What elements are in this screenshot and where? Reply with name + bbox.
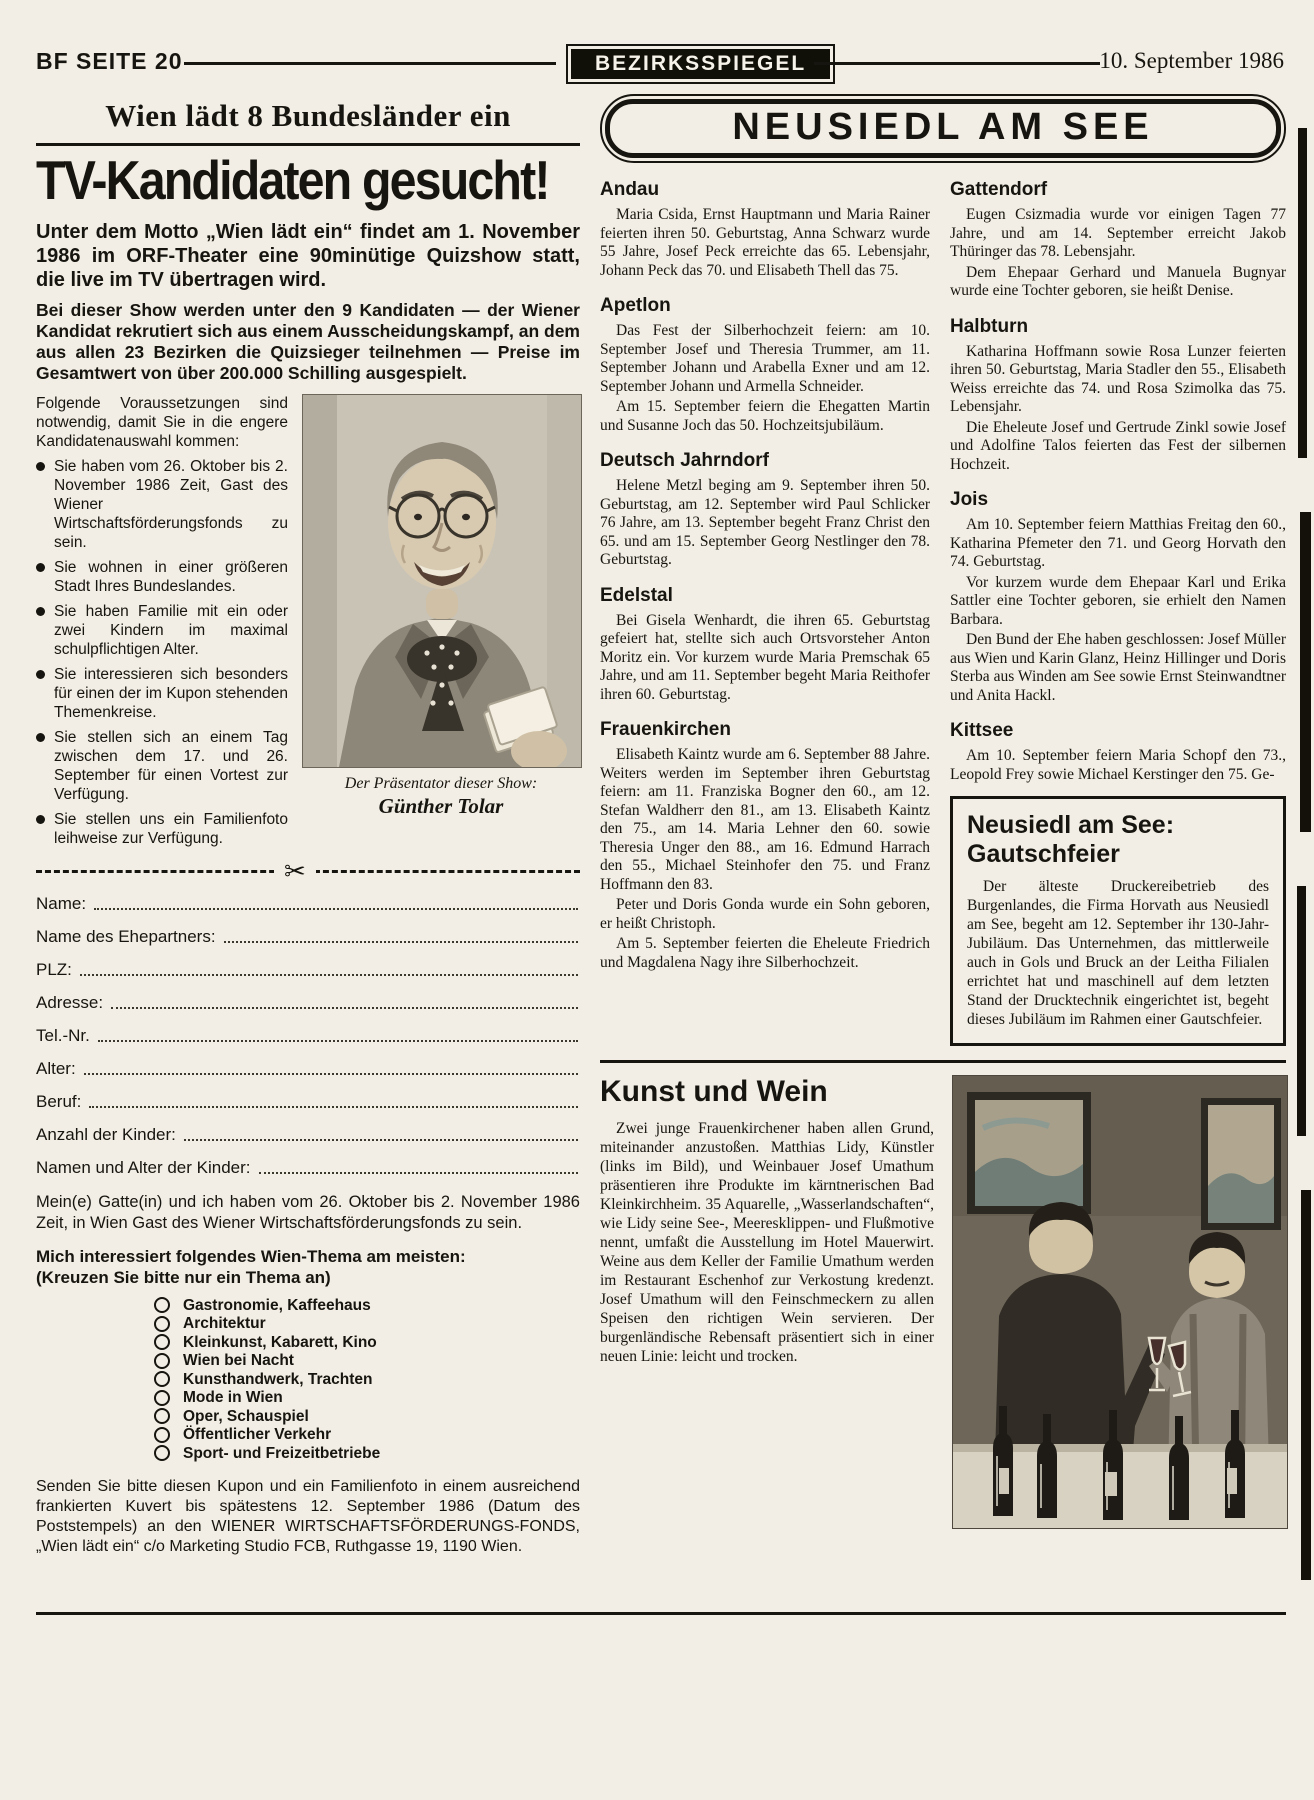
scan-edge-artifact [1297, 886, 1306, 1136]
theme-label: Oper, Schauspiel [183, 1407, 309, 1425]
news-column-2 [950, 175, 1286, 1046]
coupon-field-row [36, 980, 580, 1013]
radio-circle-icon [154, 1408, 170, 1424]
photo-caption-intro: Der Präsentator dieser Show: [344, 775, 538, 792]
photo-caption [302, 774, 580, 818]
coupon-field-blank [84, 1072, 578, 1075]
coupon-field-blank [94, 907, 578, 910]
theme-option [154, 1352, 580, 1371]
news-town-heading: Andau [600, 179, 660, 200]
theme-label: Architektur [183, 1315, 266, 1333]
bottom-rule [36, 1612, 1286, 1615]
coupon-send-instructions: Senden Sie bitte diesen Kupon und ein Familienfoto in einem ausreichend frankierten Kuvert bis spätestens 12. September 1986 (Datum des Poststempels) an den WIENER WIRTSCHAFTSFÖRDERUNGS-FONDS, „Wien lädt ein“ c/o Marketing Studio FCB, Ruthgasse 19, 1190 Wien. [36, 1477, 580, 1555]
coupon [36, 881, 580, 1178]
gautschfeier-body: Der älteste Druckereibetrieb des Burgenlandes, die Firma Horvath aus Neusiedl am See, begeht am 12. September ihr 130-Jahr-Jubiläum. Das Unternehmen, das mittlerweile auch in Gols und Bruck an der Leitha Filialen errichtet hat und maschinell auf dem letzten Stand der Drucktechnik eingerichtet ist, begeht dieses Jubiläum im Rahmen einer Gautschfeier. [967, 878, 1269, 1028]
kunst-und-wein-title: Kunst und Wein [600, 1075, 828, 1108]
news-town-heading: Apetlon [600, 295, 671, 316]
coupon-field-blank [89, 1105, 578, 1108]
coupon-field-label: PLZ: [36, 960, 72, 979]
news-columns [600, 175, 1286, 1046]
requirement-item [36, 602, 288, 659]
bullet-icon [36, 563, 45, 572]
kunst-und-wein-section [600, 1060, 1286, 1529]
scan-edge-artifact [1298, 128, 1307, 458]
news-item [600, 295, 930, 435]
coupon-field-row [36, 1112, 580, 1145]
coupon-field-row [36, 1013, 580, 1046]
theme-option [154, 1389, 580, 1408]
news-paragraph: Helene Metzl beging am 9. September ihren 50. Geburtstag, am 12. September wird Paul Schlicker 76 Jahre, am 13. September begeht Franz Christ den 65. und am 15. September Georg Nestlinger den 78. Geburtstag. [600, 477, 930, 568]
requirement-text: Sie stellen sich an einem Tag zwischen dem 17. und 26. September für einen Vortest zur Verfügung. [54, 729, 288, 803]
news-paragraph: Am 10. September feiern Maria Schopf den 73., Leopold Frey sowie Michael Kerstinger den 75. Ge- [950, 747, 1286, 783]
theme-option [154, 1407, 580, 1426]
radio-circle-icon [154, 1297, 170, 1313]
news-item [600, 719, 930, 972]
theme-option [154, 1333, 580, 1352]
coupon-field-blank [111, 1006, 578, 1009]
news-column-1 [600, 175, 930, 974]
requirement-text: Sie haben vom 26. Oktober bis 2. November 1986 Zeit, Gast des Wiener Wirtschaftsförderungsfonds zu sein. [54, 458, 288, 551]
news-town-heading: Edelstal [600, 584, 673, 606]
news-paragraph: Vor kurzem wurde dem Ehepaar Karl und Erika Sattler eine Tochter geboren, sie erhielt den Namen Barbara. [950, 573, 1286, 628]
theme-option [154, 1444, 580, 1463]
news-item [600, 585, 930, 705]
theme-label: Gastronomie, Kaffeehaus [183, 1296, 371, 1314]
page-number-label: BF SEITE 20 [36, 48, 183, 74]
article-kicker: Wien lädt 8 Bundesländer ein [36, 98, 580, 146]
news-item [950, 720, 1286, 784]
news-paragraph: Bei Gisela Wenhardt, die ihren 65. Geburtstag gefeiert hat, stellte sich auch Ortsvorsteher Anton Moritz ein. Vor kurzem wurde Maria Premschak 65 Jahre, und am 11. September begeht Maria Reithofer ihren 60. Geburtstag. [600, 611, 930, 703]
kunst-und-wein-text [600, 1075, 934, 1529]
coupon-field-label: Namen und Alter der Kinder: [36, 1158, 251, 1177]
news-paragraph: Die Eheleute Josef und Gertrude Zinkl sowie Josef und Adolfine Talos feierten das Fest der silbernen Hochzeit. [950, 418, 1286, 473]
issue-date: 10. September 1986 [1099, 48, 1284, 73]
news-town-heading: Frauenkirchen [600, 719, 731, 740]
theme-option [154, 1426, 580, 1445]
requirement-text: Sie stellen uns ein Familienfoto leihweise zur Verfügung. [54, 811, 288, 847]
coupon-field-blank [80, 973, 578, 976]
coupon-field-blank [98, 1039, 578, 1042]
news-town-heading: Kittsee [950, 720, 1014, 741]
theme-label: Mode in Wien [183, 1389, 283, 1407]
news-item [950, 489, 1286, 705]
theme-option [154, 1315, 580, 1334]
coupon-theme-note: (Kreuzen Sie bitte nur ein Thema an) [36, 1268, 331, 1287]
region-section [600, 94, 1286, 1529]
news-town-heading: Halbturn [950, 315, 1029, 337]
coupon-field-label: Name: [36, 894, 87, 913]
kunst-und-wein-photo-frame [952, 1075, 1286, 1529]
requirements-intro: Folgende Voraussetzungen sind notwendig, damit Sie in die engere Kandidatenauswahl kommen: [36, 395, 288, 450]
scan-edge-artifact [1300, 512, 1311, 832]
cut-line [36, 856, 580, 886]
header-rule-left [184, 62, 556, 65]
bullet-icon [36, 670, 45, 679]
news-town-heading: Gattendorf [950, 179, 1048, 200]
coupon-field-blank [184, 1138, 578, 1141]
radio-circle-icon [154, 1390, 170, 1406]
news-item [950, 316, 1286, 475]
news-town-heading: Deutsch Jahrndorf [600, 450, 769, 471]
news-paragraph: Eugen Csizmadia wurde vor einigen Tagen 77 Jahre, und am 14. September erreicht Jakob Thüringer das 78. Lebensjahr. [950, 206, 1286, 260]
bullet-icon [36, 607, 45, 616]
coupon-field-row [36, 1145, 580, 1178]
masthead-box [566, 44, 835, 84]
coupon-field-blank [259, 1171, 578, 1174]
requirement-text: Sie interessieren sich besonders für einen der im Kupon stehenden Themenkreise. [54, 666, 288, 721]
region-title-box [600, 94, 1286, 163]
theme-label: Kunsthandwerk, Trachten [183, 1370, 373, 1388]
photo-caption-name: Günther Tolar [378, 794, 504, 818]
requirement-item [36, 558, 288, 596]
requirement-item [36, 728, 288, 804]
coupon-field-label: Beruf: [36, 1092, 82, 1111]
radio-circle-icon [154, 1445, 170, 1461]
news-paragraph: Katharina Hoffmann sowie Rosa Lunzer feierten ihren 50. Geburtstag, Maria Stadler den 55., Elisabeth Weiss erreichte das 74. und Rosa Szimolka das 75. Lebensjahr. [950, 342, 1286, 415]
news-paragraph: Am 5. September feierten die Eheleute Friedrich und Magdalena Nagy ihre Silberhochzeit. [600, 935, 930, 971]
coupon-field-blank [224, 940, 578, 943]
bullet-icon [36, 733, 45, 742]
news-paragraph: Maria Csida, Ernst Hauptmann und Maria Rainer feierten ihren 50. Geburtstag, Anna Schwarz wurde 55 Jahre, Josef Peck erreichte das 65. Lebensjahr, Johann Peck das 70. und Elisabeth Thell das 75. [600, 206, 930, 279]
kunst-und-wein-body: Zwei junge Frauenkirchener haben allen Grund, miteinander anzustoßen. Matthias Lidy, Künstler (links im Bild), und Weinbauer Josef Umathum präsentieren ihre Produkte im kärntnerischen Bad Kleinkirchheim. 35 Aquarelle, „Wasserlandschaften“, wie Lidy seine See-, Meeresklippen- und Flußmotive nennt, umfaßt die Ausstellung im Hotel Mauerwirt. Weine aus dem Keller der Familie Umathum werden im Restaurant Eschenhof zur Verkostung kredenzt. Josef Umathum will den Feinschmeckern zu allen Speisen den richtigen Wein servieren. Der burgenländische Rebensaft präsentiert sich in einer neuen Linie: leicht und trocken. [600, 1120, 934, 1365]
requirements-area [36, 394, 580, 848]
article-intro: Bei dieser Show werden unter den 9 Kandidaten — der Wiener Kandidat rekrutiert sich aus einem Ausscheidungskampf, an dem aus allen 23 Bezirken die Quizsieger teilnehmen — Preise im Gesamtwert von über 200.000 Schilling ausgespielt. [36, 300, 580, 383]
radio-circle-icon [154, 1371, 170, 1387]
requirement-text: Sie haben Familie mit ein oder zwei Kindern im maximal schulpflichtigen Alter. [54, 603, 288, 658]
coupon-field-row [36, 1046, 580, 1079]
coupon-field-label: Name des Ehepartners: [36, 927, 216, 946]
radio-circle-icon [154, 1316, 170, 1332]
photo-guenther-tolar [302, 394, 582, 768]
scissors-icon: ✂ [274, 856, 316, 887]
coupon-field-row [36, 914, 580, 947]
theme-options [154, 1296, 580, 1463]
region-title: NEUSIEDL AM SEE [605, 99, 1281, 158]
masthead-title: BEZIRKSSPIEGEL [571, 49, 830, 79]
news-paragraph: Am 10. September feiern Matthias Freitag den 60., Katharina Pfemeter den 71. und Georg Horvath den 74. Geburtstag. [950, 516, 1286, 570]
coupon-declaration: Mein(e) Gatte(in) und ich haben vom 26. Oktober bis 2. November 1986 Zeit, in Wien Gast des Wiener Wirtschaftsförderungsfonds zu sein. [36, 1193, 580, 1232]
coupon-field-label: Alter: [36, 1059, 76, 1078]
news-paragraph: Am 15. September feiern die Ehegatten Martin und Susanne Joch das 50. Hochzeitsjubiläum. [600, 398, 930, 434]
bullet-icon [36, 815, 45, 824]
requirement-item [36, 810, 288, 848]
theme-label: Wien bei Nacht [183, 1352, 294, 1370]
main-article [36, 98, 580, 1573]
theme-label: Kleinkunst, Kabarett, Kino [183, 1333, 377, 1351]
news-paragraph: Elisabeth Kaintz wurde am 6. September 88 Jahre. Weiters werden im September ihren Geburtstag feiern: am 11. Franziska Bogner den 60., am 12. Stefan Waldherr den 81., am 13. Elisabeth Kaintz den 75., am 14. Maria Lehner den 60. sowie Theresia Unger den 88., am 16. Edmund Harrach den 55., Michael Steinhofer den 75. und Franz Hoffmann den 83. [600, 746, 930, 893]
news-paragraph: Den Bund der Ehe haben geschlossen: Josef Müller aus Wien und Karin Glanz, Heinz Hillinger und Doris Sterba aus Winden am See sowie Ernst Steinwandtner und Anita Hackl. [950, 631, 1286, 704]
coupon-field-label: Adresse: [36, 993, 104, 1012]
theme-option [154, 1296, 580, 1315]
coupon-field-label: Anzahl der Kinder: [36, 1125, 176, 1144]
radio-circle-icon [154, 1334, 170, 1350]
gautschfeier-title-line1: Neusiedl am See: [967, 811, 1175, 839]
news-town-heading: Jois [950, 489, 989, 510]
news-item [950, 179, 1286, 301]
radio-circle-icon [154, 1353, 170, 1369]
news-item [600, 450, 930, 570]
theme-label: Öffentlicher Verkehr [183, 1426, 332, 1444]
coupon-theme-prompt: Mich interessiert folgendes Wien-Thema am meisten: [36, 1247, 466, 1266]
theme-option [154, 1370, 580, 1389]
gautschfeier-title-line2: Gautschfeier [967, 840, 1120, 868]
article-lead: Unter dem Motto „Wien lädt ein“ findet am 1. November 1986 im ORF-Theater eine 90minütige Quizshow statt, die live im TV übertragen wird. [36, 221, 580, 291]
requirement-item [36, 457, 288, 552]
presenter-photo-figure [302, 394, 580, 818]
coupon-field-row [36, 947, 580, 980]
news-paragraph: Das Fest der Silberhochzeit feiern: am 10. September Josef und Theresia Trummer, am 11. September Johann und Arabella Exner und am 12. September Johann und Armella Schneider. [600, 322, 930, 395]
header-rule-right [814, 62, 1100, 65]
theme-label: Sport- und Freizeitbetriebe [183, 1444, 381, 1462]
requirement-text: Sie wohnen in einer größeren Stadt Ihres Bundeslandes. [54, 559, 288, 595]
news-paragraph: Dem Ehepaar Gerhard und Manuela Bugnyar wurde eine Tochter geboren, sie heißt Denise. [950, 263, 1286, 299]
photo-kunst-und-wein [952, 1075, 1288, 1529]
radio-circle-icon [154, 1427, 170, 1443]
gautschfeier-box [950, 796, 1286, 1046]
article-headline: TV-Kandidaten gesucht! [36, 150, 549, 212]
news-paragraph: Peter und Doris Gonda wurde ein Sohn geboren, er heißt Christoph. [600, 896, 930, 932]
coupon-field-label: Tel.-Nr. [36, 1026, 90, 1045]
scan-edge-artifact [1301, 1190, 1311, 1580]
coupon-field-row [36, 1079, 580, 1112]
bullet-icon [36, 462, 45, 471]
news-item [600, 179, 930, 280]
requirement-item [36, 665, 288, 722]
